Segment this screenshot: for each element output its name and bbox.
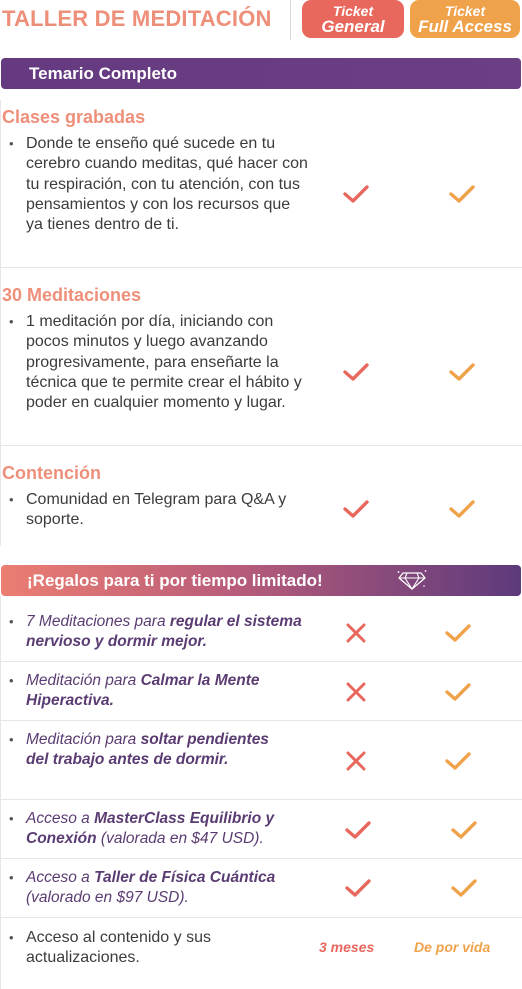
bullet-icon: • — [9, 870, 14, 885]
ticket-general-line1: Ticket — [332, 3, 374, 19]
section-text-meditaciones: 1 meditación por día, iniciando con pocos minutos y luego avanzando progresivamente, para enseñarte la técnica que te permite crear el hábito y poder en cualquier momento y lugar. — [26, 313, 302, 412]
ticket-full-line2: Full Access — [418, 17, 512, 36]
cross-icon — [342, 750, 370, 772]
check-icon — [444, 622, 472, 644]
access-general-value: 3 meses — [319, 939, 375, 955]
ticket-full-line1: Ticket — [444, 3, 486, 19]
check-icon — [342, 498, 370, 520]
divider — [0, 445, 522, 446]
check-icon — [344, 819, 372, 841]
header — [0, 0, 522, 44]
check-icon — [342, 361, 370, 383]
ticket-full-badge[interactable] — [410, 0, 520, 38]
divider — [0, 858, 522, 859]
regalos-title: ¡Regalos para ti por tiempo limitado! — [27, 571, 323, 590]
section-title-clases: Clases grabadas — [2, 107, 146, 127]
divider — [0, 799, 522, 800]
bullet-icon: • — [9, 673, 14, 688]
divider — [0, 720, 522, 721]
bullet-icon: • — [9, 732, 14, 747]
check-icon — [448, 183, 476, 205]
cross-icon — [342, 681, 370, 703]
check-icon — [448, 498, 476, 520]
section-title-meditaciones: 30 Meditaciones — [2, 285, 142, 305]
cross-icon — [342, 622, 370, 644]
section-header-regalos — [1, 565, 521, 596]
divider — [0, 917, 522, 918]
bullet-icon: • — [9, 314, 14, 329]
divider — [290, 0, 291, 40]
check-icon — [444, 681, 472, 703]
diamond-icon — [397, 569, 427, 591]
access-full-value: De por vida — [414, 939, 491, 955]
gift-item: Acceso a MasterClass Equilibrio y Conexión (valorada en $47 USD). — [26, 810, 275, 847]
check-icon — [450, 819, 478, 841]
check-icon — [444, 750, 472, 772]
bullet-icon: • — [9, 492, 14, 507]
gift-item: Meditación para soltar pendientes del trabajo antes de dormir. — [26, 731, 269, 768]
section-title-contencion: Contención — [2, 463, 101, 483]
gift-item: 7 Meditaciones para regular el sistema nervioso y dormir mejor. — [26, 613, 302, 650]
section-text-clases: Donde te enseño qué sucede en tu cerebro cuando meditas, qué hacer con tu respiración, con tu atención, con tus pensamientos y con los recursos que ya tienes dentro de ti. — [26, 135, 308, 234]
section-header-temario: Temario Completo — [1, 58, 521, 89]
access-text: Acceso al contenido y sus actualizaciones. — [26, 929, 211, 967]
section-text-contencion: Comunidad en Telegram para Q&A y soporte. — [26, 491, 287, 529]
bullet-icon: • — [9, 811, 14, 826]
divider — [0, 267, 522, 268]
check-icon — [342, 183, 370, 205]
gift-item: Meditación para Calmar la Mente Hiperactiva. — [26, 672, 260, 709]
divider — [0, 596, 1, 989]
divider — [0, 446, 1, 546]
ticket-general-badge[interactable] — [302, 0, 404, 38]
divider — [0, 100, 1, 268]
bullet-icon: • — [9, 136, 14, 151]
gift-item: Acceso a Taller de Física Cuántica (valorado en $97 USD). — [26, 869, 276, 906]
bullet-icon: • — [9, 614, 14, 629]
check-icon — [450, 877, 478, 899]
check-icon — [448, 361, 476, 383]
check-icon — [344, 877, 372, 899]
page-title: TALLER DE MEDITACIÓN — [2, 6, 272, 31]
ticket-general-line2: General — [321, 17, 385, 36]
divider — [0, 268, 1, 445]
divider — [0, 661, 522, 662]
bullet-icon: • — [9, 930, 14, 945]
